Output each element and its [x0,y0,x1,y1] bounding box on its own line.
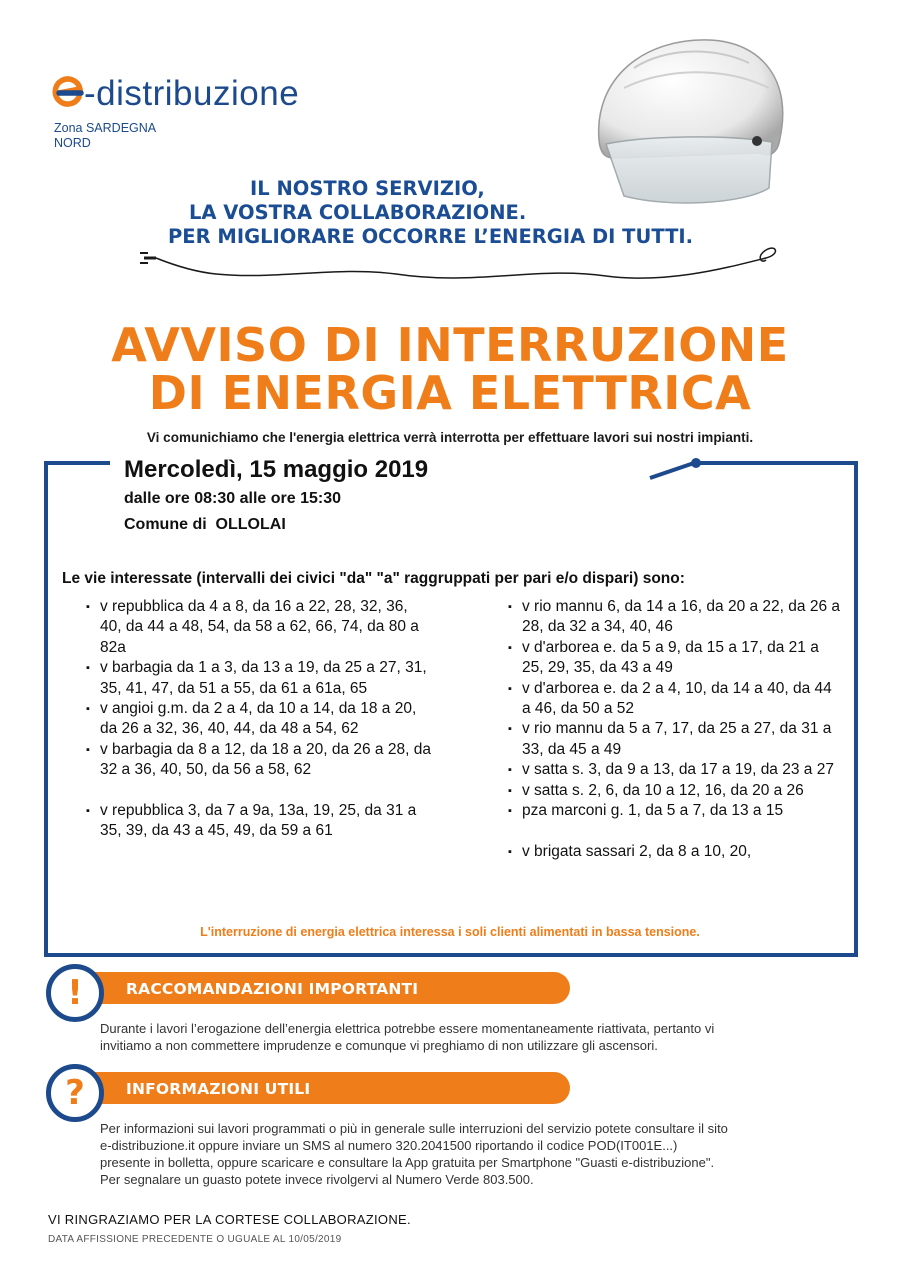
streets-heading: Le vie interessate (intervalli dei civici "da" "a" raggruppati per pari e/o dispari) sono: [62,570,685,587]
street-item: ▪ v rio mannu 6, da 14 a 16, da 20 a 22, da 26 a 28, da 32 a 34, 40, 46 [508,597,844,638]
question-mark-icon: ? [46,1064,104,1122]
street-item: ▪ v angioi g.m. da 2 a 4, da 10 a 14, da 18 a 20, da 26 a 32, 36, 40, 44, da 48 a 54, 62 [86,699,432,740]
slogan-line-1: IL NOSTRO SERVIZIO, [250,177,485,200]
notice-title-line-1: AVVISO DI INTERRUZIONE [111,318,789,372]
thanks-text: VI RINGRAZIAMO PER LA CORTESE COLLABORAZIONE. [48,1212,411,1227]
info-heading: INFORMAZIONI UTILI [126,1080,311,1098]
e-logo-mark [50,76,86,112]
street-item: ▪ pza marconi g. 1, da 5 a 7, da 13 a 15 [508,801,844,821]
info-line: presente in bolletta, oppure scaricare e consultare la App gratuita per Smartphone "Guasti e-distribuzione". [100,1155,715,1170]
notice-title-line-2: DI ENERGIA ELETTRICA [148,366,752,420]
recommendations-heading: RACCOMANDAZIONI IMPORTANTI [126,980,419,998]
slogan-line-2: LA VOSTRA COLLABORAZIONE. [189,201,527,224]
logo-text: -distribuzione [84,74,300,113]
recommendations-line: Durante i lavori l’erogazione dell’energia elettrica potrebbe essere momentaneamente riattivata, pertanto vi [100,1021,715,1036]
municipality: Comune di OLLOLAI [124,516,286,533]
power-cord-decoration [136,236,786,306]
street-item: ▪ v repubblica 3, da 7 a 9a, 13a, 19, 25, da 31 a 35, 39, da 43 a 45, 49, da 59 a 61 [86,801,432,842]
interruption-date: Mercoledì, 15 maggio 2019 [124,456,429,483]
slogan-line-3: PER MIGLIORARE OCCORRE L’ENERGIA DI TUTTI. [168,225,694,248]
e-distribuzione-logo [50,72,299,116]
street-item: ▪ v satta s. 2, 6, da 10 a 12, 16, da 20 a 26 [508,781,844,801]
street-item: ▪ v barbagia da 1 a 3, da 13 a 19, da 25 a 27, 31, 35, 41, 47, da 51 a 55, da 61 a 61a, 65 [86,658,432,699]
interruption-hours: dalle ore 08:30 alle ore 15:30 [124,490,342,507]
info-line: e-distribuzione.it oppure inviare un SMS al numero 320.2041500 riportando il codice POD(IT001E...) [100,1138,678,1153]
recommendations-header [46,964,570,1013]
street-item: ▪ v d'arborea e. da 5 a 9, da 15 a 17, da 21 a 25, 29, 35, da 43 a 49 [508,638,844,679]
recommendations-line: invitiamo a non commettere imprudenze e comunque vi preghiamo di non utilizzare gli ascensori. [100,1038,658,1053]
low-voltage-note: L'interruzione di energia elettrica interessa i soli clienti alimentati in bassa tensione. [200,925,700,939]
intro-text: Vi comunichiamo che l'energia elettrica verrà interrotta per effettuare lavori sui nostri impianti. [146,430,754,445]
streets-list-right [508,597,844,862]
info-line: Per informazioni sui lavori programmati o più in generale sulle interruzioni del servizio potete consultare il sito [100,1121,728,1136]
street-item: ▪ v repubblica da 4 a 8, da 16 a 22, 28, 32, 36, 40, da 44 a 48, 54, da 58 a 62, 66, 74, da 80 a 82a [86,597,432,658]
street-item: ▪ v d'arborea e. da 2 a 4, 10, da 14 a 40, da 44 a 46, da 50 a 52 [508,679,844,720]
posting-date: DATA AFFISSIONE PRECEDENTE O UGUALE AL 10/05/2019 [48,1234,342,1245]
street-item: ▪ v brigata sassari 2, da 8 a 10, 20, [508,842,844,862]
street-item: ▪ v rio mannu da 5 a 7, 17, da 25 a 27, da 31 a 33, da 45 a 49 [508,719,844,760]
zone-label: Zona SARDEGNA NORD [54,121,156,150]
info-line: Per segnalare un guasto potete invece rivolgervi al Numero Verde 803.500. [100,1172,534,1187]
recommendations-text [100,1020,840,1054]
streets-list-left [86,597,432,842]
info-header [46,1064,570,1113]
street-item: ▪ v barbagia da 8 a 12, da 18 a 20, da 26 a 28, da 32 a 36, 40, 50, da 56 a 58, 62 [86,740,432,781]
street-item: ▪ v satta s. 3, da 9 a 13, da 17 a 19, da 23 a 27 [508,760,844,780]
info-text [100,1120,840,1188]
exclamation-icon: ! [46,964,104,1022]
